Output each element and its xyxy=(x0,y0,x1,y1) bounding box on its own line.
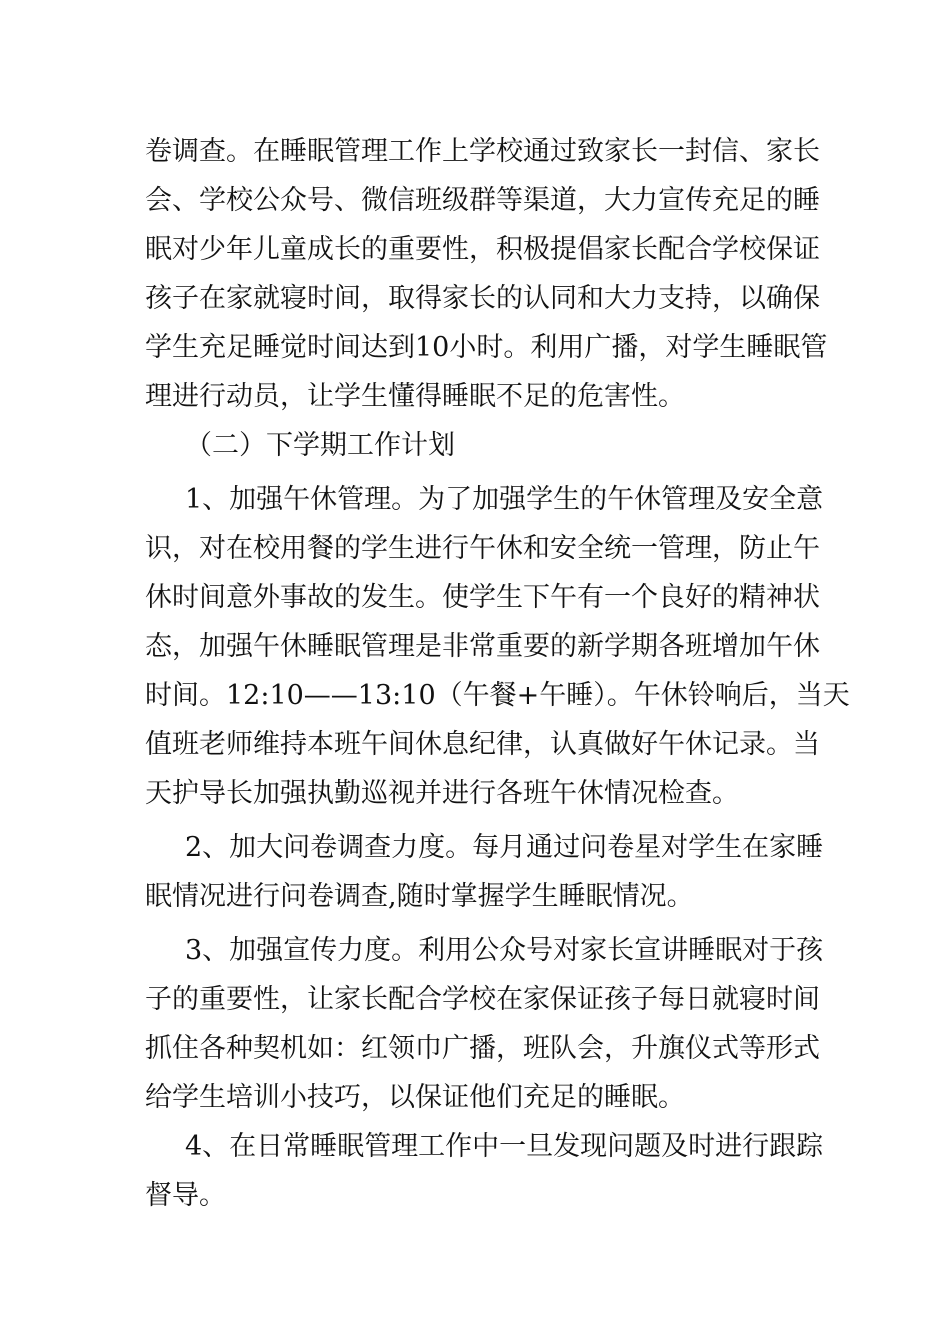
paragraph-line: 督导。 xyxy=(145,1180,226,1211)
paragraph-line: 子的重要性，让家长配合学校在家保证孩子每日就寝时间 xyxy=(145,984,820,1015)
paragraph-line: 态，加强午休睡眠管理是非常重要的新学期各班增加午休 xyxy=(145,631,820,662)
paragraph-line: 眠对少年儿童成长的重要性，积极提倡家长配合学校保证 xyxy=(145,234,820,265)
paragraph-line: 4、在日常睡眠管理工作中一旦发现问题及时进行跟踪 xyxy=(185,1131,824,1162)
paragraph-line: 理进行动员，让学生懂得睡眠不足的危害性。 xyxy=(145,381,685,412)
paragraph-line: 学生充足睡觉时间达到10小时。利用广播，对学生睡眠管 xyxy=(145,332,828,363)
paragraph-line: 时间。12:10——13:10（午餐+午睡）。午休铃响后，当天 xyxy=(145,680,850,711)
paragraph-line: 抓住各种契机如：红领巾广播，班队会，升旗仪式等形式 xyxy=(145,1033,820,1064)
paragraph-line: 孩子在家就寝时间，取得家长的认同和大力支持，以确保 xyxy=(145,283,820,314)
paragraph-line: 3、加强宣传力度。利用公众号对家长宣讲睡眠对于孩 xyxy=(185,935,824,966)
paragraph-line: 会、学校公众号、微信班级群等渠道，大力宣传充足的睡 xyxy=(145,185,820,216)
paragraph-line: 2、加大问卷调查力度。每月通过问卷星对学生在家睡 xyxy=(185,832,824,863)
paragraph-line: 眠情况进行问卷调查,随时掌握学生睡眠情况。 xyxy=(145,881,694,912)
paragraph-line: 卷调查。在睡眠管理工作上学校通过致家长一封信、家长 xyxy=(145,136,820,167)
section-heading: （二）下学期工作计划 xyxy=(185,430,455,461)
paragraph-line: 天护导长加强执勤巡视并进行各班午休情况检查。 xyxy=(145,778,739,809)
paragraph-line: 休时间意外事故的发生。使学生下午有一个良好的精神状 xyxy=(145,582,820,613)
paragraph-line: 1、加强午休管理。为了加强学生的午休管理及安全意 xyxy=(185,484,824,515)
paragraph-line: 值班老师维持本班午间休息纪律，认真做好午休记录。当 xyxy=(145,729,820,760)
paragraph-line: 给学生培训小技巧，以保证他们充足的睡眠。 xyxy=(145,1082,685,1113)
paragraph-line: 识，对在校用餐的学生进行午休和安全统一管理，防止午 xyxy=(145,533,820,564)
